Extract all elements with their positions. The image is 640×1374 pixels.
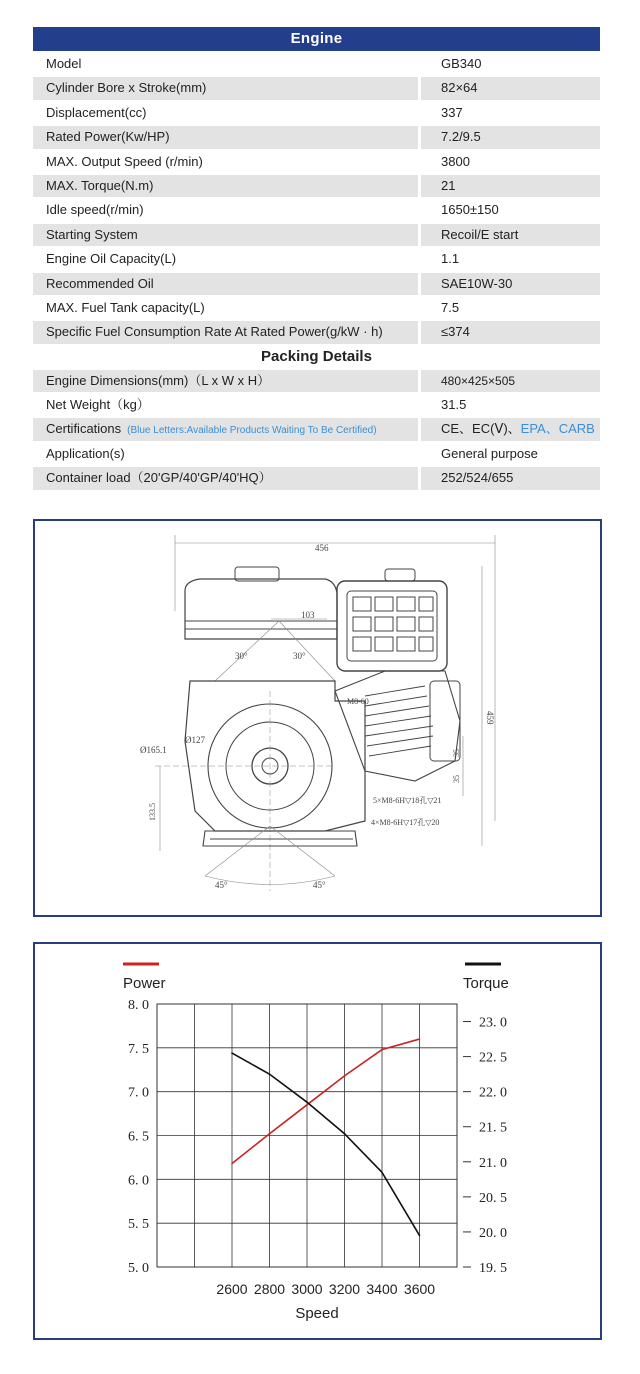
row-value: 480×425×505 bbox=[421, 370, 600, 392]
row-label: Model bbox=[46, 56, 82, 71]
dim-width: 456 bbox=[315, 543, 329, 553]
left-tick-label: 8. 0 bbox=[128, 998, 149, 1013]
torque-data-point bbox=[419, 1235, 421, 1237]
engine-row bbox=[33, 126, 600, 148]
engine-row bbox=[33, 175, 600, 197]
row-value: ≤374 bbox=[421, 321, 600, 343]
cert-value-certified: CE、EC(Ⅴ)、 bbox=[441, 421, 521, 437]
dim-m8: M8-60 bbox=[347, 697, 369, 706]
engine-row bbox=[33, 321, 600, 343]
dim-35a: 35 bbox=[452, 749, 461, 757]
row-value: GB340 bbox=[441, 56, 482, 71]
row-value: Recoil/E start bbox=[421, 224, 600, 246]
angle-right: 30° bbox=[293, 651, 306, 661]
packing-header: Packing Details bbox=[261, 347, 372, 365]
row-value bbox=[421, 418, 600, 440]
right-tick-label: 22. 5 bbox=[479, 1050, 507, 1066]
row-value: 31.5 bbox=[441, 397, 467, 413]
row-label: Engine Dimensions(mm)（L x W x H） bbox=[33, 370, 418, 392]
engine-row bbox=[33, 53, 600, 75]
engine-row bbox=[33, 199, 600, 221]
performance-chart-frame bbox=[33, 942, 602, 1340]
torque-series-line bbox=[232, 1053, 420, 1235]
left-tick-label: 5. 5 bbox=[128, 1217, 149, 1233]
row-label: MAX. Torque(N.m) bbox=[33, 175, 418, 197]
row-value: 1650±150 bbox=[441, 202, 499, 218]
row-label: Displacement(cc) bbox=[46, 104, 147, 120]
x-tick-label: 3600 bbox=[403, 1281, 436, 1297]
x-tick-label: 2800 bbox=[253, 1281, 286, 1297]
power-data-point bbox=[231, 1163, 233, 1165]
dim-d127: Ø127 bbox=[185, 735, 205, 745]
right-tick-label: 21. 0 bbox=[479, 1155, 507, 1171]
x-tick-label: 3200 bbox=[328, 1281, 361, 1297]
row-value: 3800 bbox=[441, 153, 470, 169]
note-hole2: 4×M8-6H▽17孔▽20 bbox=[371, 818, 440, 827]
right-tick-label: 19. 5 bbox=[479, 1261, 507, 1276]
engine-row bbox=[33, 224, 600, 246]
torque-data-point bbox=[306, 1101, 308, 1103]
torque-data-point bbox=[381, 1172, 383, 1174]
engine-row bbox=[33, 102, 600, 124]
row-value: 337 bbox=[441, 104, 463, 120]
left-tick-label: 6. 5 bbox=[128, 1129, 149, 1145]
cert-label: Certifications bbox=[46, 421, 122, 437]
engine-row bbox=[33, 248, 600, 270]
dim-height: 459 bbox=[485, 711, 495, 725]
right-tick-label: 22. 0 bbox=[479, 1085, 507, 1101]
torque-data-point bbox=[231, 1052, 233, 1054]
power-data-point bbox=[419, 1038, 421, 1040]
left-tick-label: 7. 0 bbox=[128, 1085, 149, 1101]
row-value: 252/524/655 bbox=[421, 467, 600, 489]
row-label bbox=[33, 418, 418, 440]
cert-value-pending: EPA、CARB bbox=[520, 421, 595, 437]
right-tick-label: 23. 0 bbox=[479, 1015, 507, 1031]
right-tick-label: 20. 5 bbox=[479, 1190, 507, 1206]
row-value: 82×64 bbox=[421, 77, 600, 99]
packing-row-container bbox=[33, 467, 600, 489]
torque-data-point bbox=[344, 1133, 346, 1135]
dim-d165: Ø165.1 bbox=[140, 745, 167, 755]
packing-row-weight bbox=[33, 394, 600, 416]
row-label: Idle speed(r/min) bbox=[46, 202, 144, 218]
dim-103: 103 bbox=[301, 610, 315, 620]
left-tick-label: 7. 5 bbox=[128, 1041, 149, 1057]
power-axis-title: Power bbox=[123, 975, 166, 992]
engine-drawing bbox=[35, 521, 600, 915]
dim-133: 133.5 bbox=[148, 803, 157, 821]
engine-header: Engine bbox=[33, 27, 600, 51]
row-label: Specific Fuel Consumption Rate At Rated Power(g/kW · h) bbox=[33, 321, 418, 343]
row-label: Rated Power(Kw/HP) bbox=[33, 126, 418, 148]
note-hole1: 5×M8-6H▽18孔▽21 bbox=[373, 796, 442, 805]
row-value: General purpose bbox=[441, 445, 538, 461]
angle-bottom-left: 45° bbox=[215, 880, 228, 890]
power-data-point bbox=[344, 1075, 346, 1077]
packing-row-certifications bbox=[33, 418, 600, 440]
engine-drawing-frame bbox=[33, 519, 602, 917]
packing-row-application bbox=[33, 443, 600, 465]
row-value: 7.2/9.5 bbox=[421, 126, 600, 148]
engine-row bbox=[33, 297, 600, 319]
power-data-point bbox=[381, 1049, 383, 1051]
engine-row bbox=[33, 77, 600, 99]
right-tick-label: 20. 0 bbox=[479, 1225, 507, 1241]
x-tick-label: 3000 bbox=[291, 1281, 323, 1297]
packing-row-dimensions bbox=[33, 370, 600, 392]
power-data-point bbox=[269, 1133, 271, 1135]
row-label: Cylinder Bore x Stroke(mm) bbox=[33, 77, 418, 99]
right-tick-label: 21. 5 bbox=[479, 1120, 507, 1136]
x-tick-label: 3400 bbox=[366, 1281, 398, 1297]
x-axis-title: Speed bbox=[295, 1305, 339, 1322]
row-label: Container load（20'GP/40'GP/40'HQ） bbox=[33, 467, 418, 489]
engine-row bbox=[33, 273, 600, 295]
row-label: Starting System bbox=[33, 224, 418, 246]
x-tick-label: 2600 bbox=[216, 1281, 248, 1297]
row-value: 1.1 bbox=[441, 251, 460, 267]
row-label: Recommended Oil bbox=[33, 273, 418, 295]
engine-row bbox=[33, 151, 600, 173]
left-tick-label: 6. 0 bbox=[128, 1173, 149, 1189]
cert-note: (Blue Letters:Available Products Waiting To Be Certified) bbox=[127, 425, 377, 437]
row-label: MAX. Fuel Tank capacity(L) bbox=[46, 299, 205, 315]
row-label: Engine Oil Capacity(L) bbox=[46, 251, 177, 267]
row-label: MAX. Output Speed (r/min) bbox=[46, 153, 203, 169]
row-label: Application(s) bbox=[46, 445, 125, 461]
row-value: 21 bbox=[421, 175, 600, 197]
power-data-point bbox=[306, 1104, 308, 1106]
engine-rows bbox=[33, 53, 600, 344]
row-label: Net Weight（kg） bbox=[46, 397, 150, 413]
power-series-line bbox=[232, 1039, 420, 1163]
angle-left: 30° bbox=[235, 651, 248, 661]
torque-axis-title: Torque bbox=[463, 975, 509, 992]
row-value: SAE10W-30 bbox=[421, 273, 600, 295]
angle-bottom-right: 45° bbox=[313, 880, 326, 890]
torque-data-point bbox=[269, 1073, 271, 1075]
performance-chart bbox=[35, 944, 600, 1338]
row-value: 7.5 bbox=[441, 299, 460, 315]
dim-35b: 35 bbox=[452, 775, 461, 783]
spec-table bbox=[33, 27, 600, 490]
left-tick-label: 5. 0 bbox=[128, 1261, 149, 1276]
